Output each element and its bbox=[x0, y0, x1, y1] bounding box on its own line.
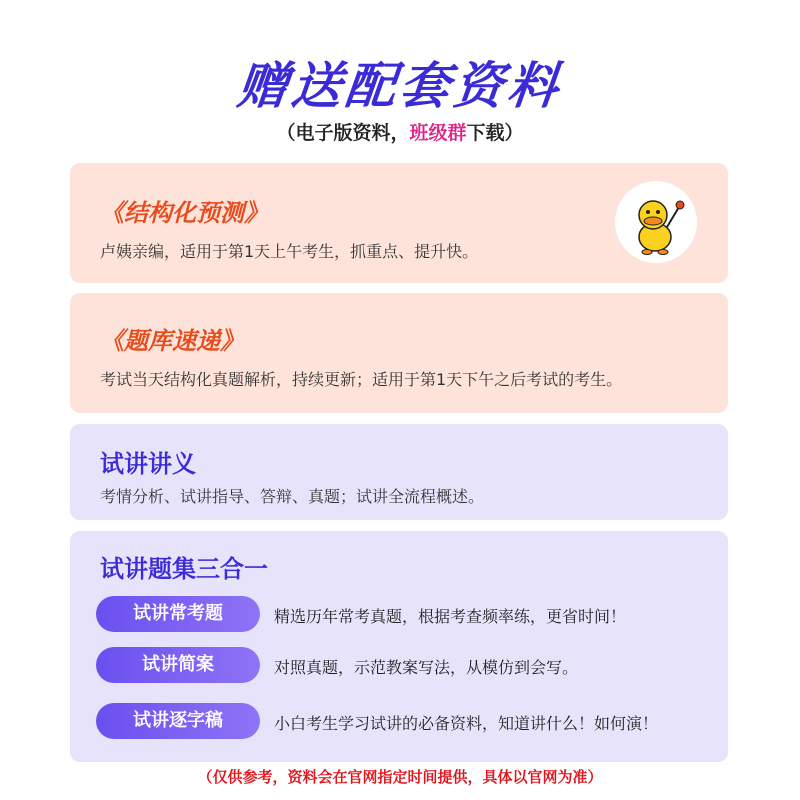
card-structured-prediction bbox=[70, 163, 728, 283]
subtitle-highlight: 班级群 bbox=[409, 122, 467, 144]
card-description: 考试当天结构化真题解析，持续更新；适用于第1天下午之后考试的考生。 bbox=[100, 370, 623, 389]
page-title: 赠送配套资料 bbox=[234, 57, 565, 115]
yellow-duck-mascot-icon bbox=[615, 181, 697, 263]
card-question-bank bbox=[70, 293, 728, 413]
card-lecture-notes bbox=[70, 424, 728, 520]
card-lecture-set bbox=[70, 531, 728, 762]
card-title: 试讲讲义 bbox=[100, 450, 196, 478]
card-description: 考情分析、试讲指导、答辩、真题；试讲全流程概述。 bbox=[100, 487, 485, 506]
card-title: 《题库速递》 bbox=[100, 327, 244, 355]
tag-description: 小白考生学习试讲的必备资料，知道讲什么！如何演！ bbox=[274, 714, 659, 733]
subtitle-prefix: （电子版资料， bbox=[276, 122, 410, 144]
card-title: 《结构化预测》 bbox=[100, 199, 268, 227]
tag-verbatim-scripts: 试讲逐字稿 bbox=[96, 703, 260, 739]
subtitle-suffix: 下载） bbox=[466, 122, 524, 144]
tag-common-topics: 试讲常考题 bbox=[96, 596, 260, 632]
tag-brief-plans: 试讲简案 bbox=[96, 647, 260, 683]
card-title: 试讲题集三合一 bbox=[100, 555, 268, 583]
card-description: 卢姨亲编，适用于第1天上午考生，抓重点、提升快。 bbox=[100, 242, 479, 261]
footnote: （仅供参考，资料会在官网指定时间提供，具体以官网为准） bbox=[197, 768, 603, 786]
tag-description: 精选历年常考真题，根据考查频率练，更省时间！ bbox=[274, 607, 627, 626]
page-subtitle bbox=[0, 118, 800, 145]
tag-description: 对照真题，示范教案写法，从模仿到会写。 bbox=[274, 658, 579, 677]
